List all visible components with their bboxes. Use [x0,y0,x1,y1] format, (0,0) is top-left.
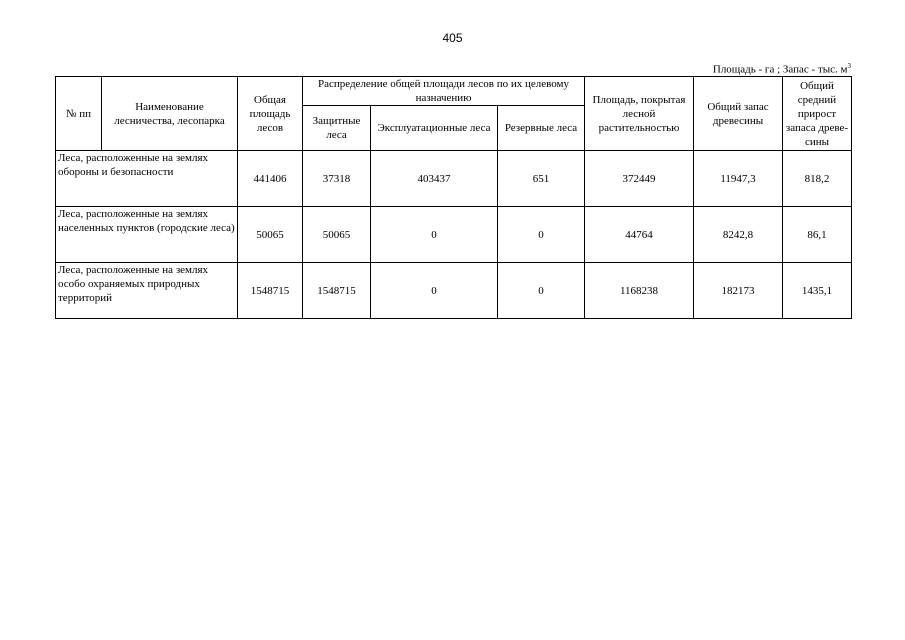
row-total-area: 441406 [238,151,303,207]
header-name: Наименование лесничества, лесопарка [102,77,238,151]
row-name: Леса, расположенные на землях особо охраняемых природных территорий [56,263,238,319]
row-name: Леса, расположенные на землях населенных пунктов (городские леса) [56,207,238,263]
units-note [713,62,851,76]
row-name: Леса, расположенные на землях обороны и безопасности [56,151,238,207]
table-row [56,151,852,207]
header-protective: Защитные леса [303,106,371,151]
header-growth: Общий средний прирост запаса древе-сины [783,77,852,151]
header-exploitation: Эксплуатационные леса [371,106,498,151]
row-exploitation: 403437 [371,151,498,207]
header-total-stock: Общий запас древесины [694,77,783,151]
row-growth: 86,1 [783,207,852,263]
row-protective: 37318 [303,151,371,207]
header-covered-area: Площадь, покрытая лесной растительностью [585,77,694,151]
header-num: № пп [56,77,102,151]
units-superscript: 3 [847,62,851,70]
row-exploitation: 0 [371,207,498,263]
table-row [56,207,852,263]
row-covered-area: 372449 [585,151,694,207]
row-growth: 1435,1 [783,263,852,319]
row-reserve: 0 [498,263,585,319]
table-row [56,263,852,319]
units-text: Площадь - га ; Запас - тыс. м [712,63,848,76]
row-reserve: 0 [498,207,585,263]
row-total-stock: 11947,3 [694,151,783,207]
row-protective: 50065 [303,207,371,263]
header-reserve: Резервные леса [498,106,585,151]
row-protective: 1548715 [303,263,371,319]
row-covered-area: 44764 [585,207,694,263]
row-exploitation: 0 [371,263,498,319]
row-growth: 818,2 [783,151,852,207]
header-distribution: Распределение общей площади лесов по их целевому назначению [303,77,585,106]
page-number: 405 [442,31,463,45]
forest-table [55,76,852,319]
row-total-area: 1548715 [238,263,303,319]
row-reserve: 651 [498,151,585,207]
row-total-stock: 8242,8 [694,207,783,263]
row-total-area: 50065 [238,207,303,263]
row-covered-area: 1168238 [585,263,694,319]
header-total-area: Общая площадь лесов [238,77,303,151]
row-total-stock: 182173 [694,263,783,319]
